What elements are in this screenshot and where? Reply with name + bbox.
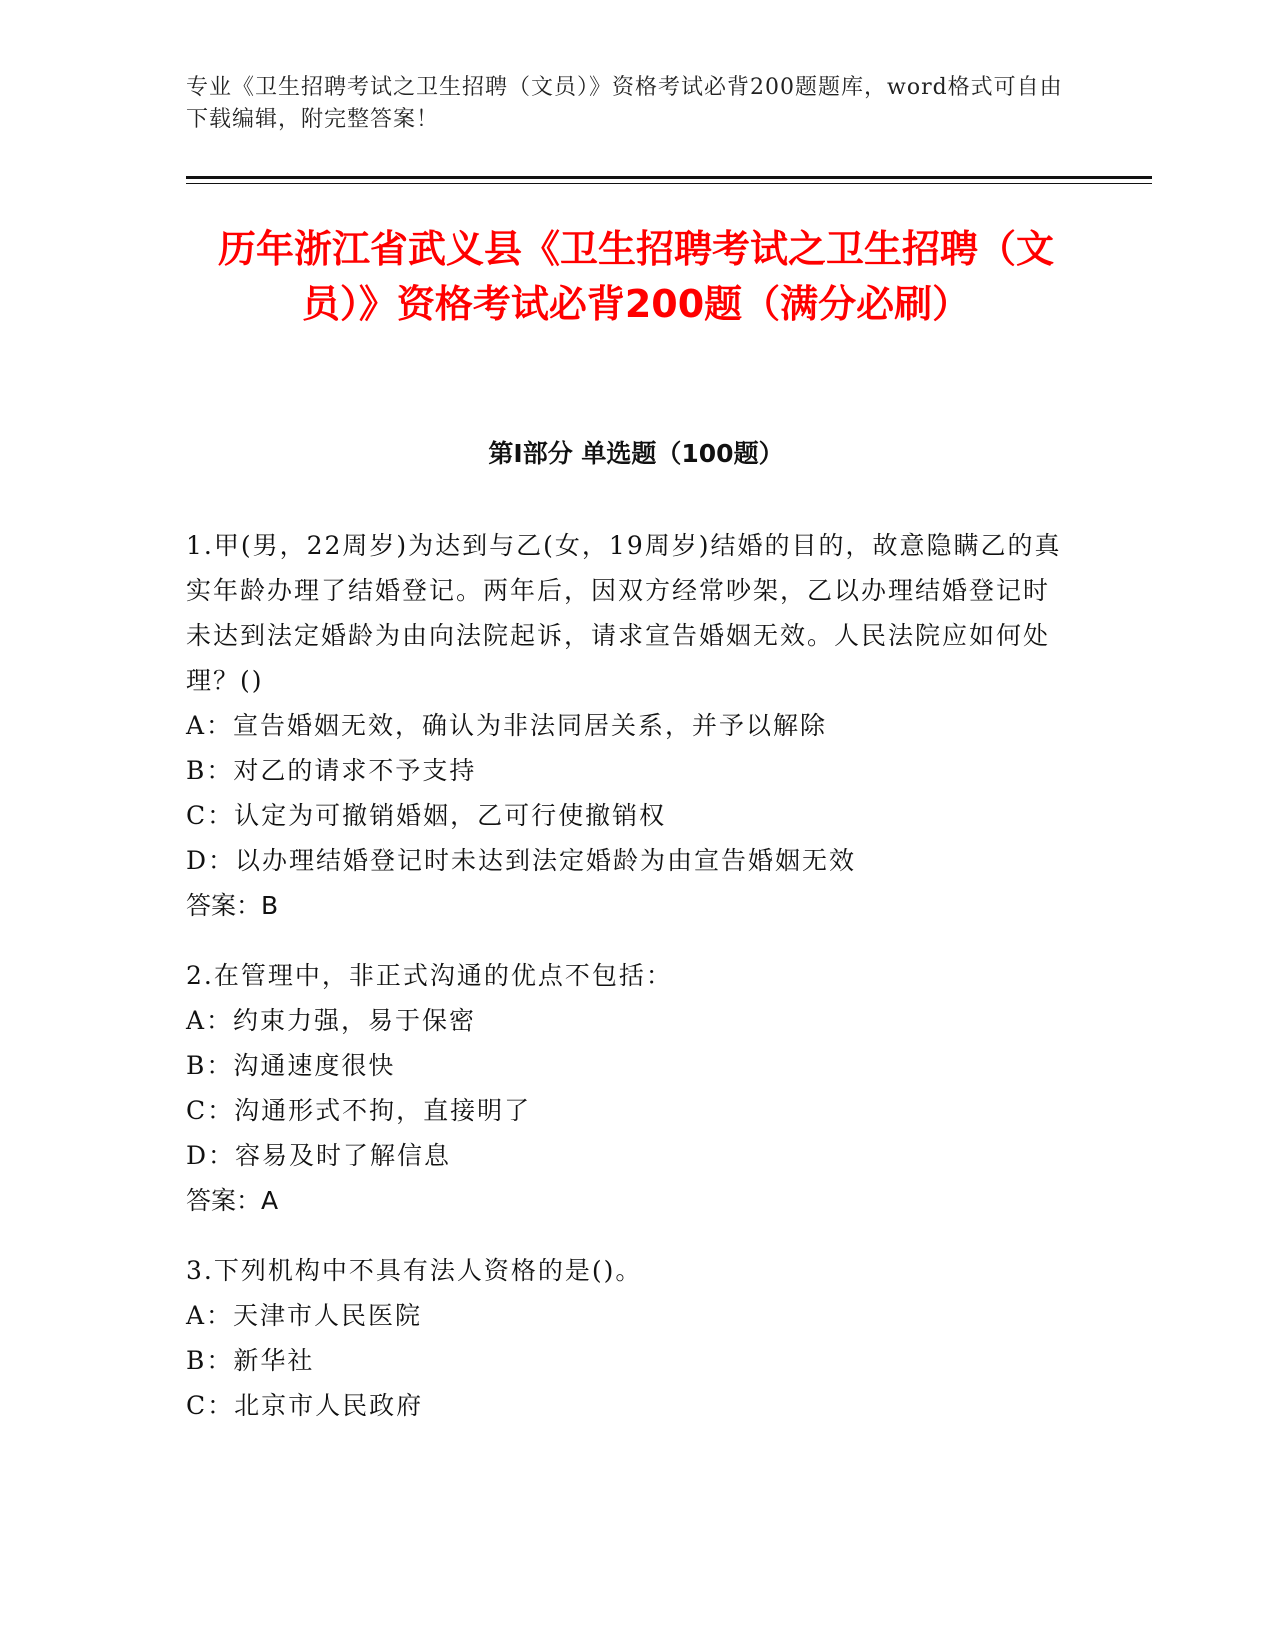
option-b: B：对乙的请求不予支持 xyxy=(186,756,477,785)
question-stem: 2.在管理中，非正式沟通的优点不包括： xyxy=(186,961,673,990)
question-1 xyxy=(186,523,1066,928)
question-list xyxy=(186,523,1066,1453)
option-a: A：约束力强，易于保密 xyxy=(186,1006,477,1035)
option-b: B：新华社 xyxy=(186,1346,315,1375)
option-d: D：以办理结婚登记时未达到法定婚龄为由宣告婚姻无效 xyxy=(186,846,857,875)
option-d: D：容易及时了解信息 xyxy=(186,1141,452,1170)
question-3 xyxy=(186,1248,1066,1428)
option-b: B：沟通速度很快 xyxy=(186,1051,396,1080)
header-note: 专业《卫生招聘考试之卫生招聘（文员）》资格考试必背200题题库，word格式可自由下载编辑，附完整答案！ xyxy=(186,75,1063,132)
question-stem: 1.甲(男，22周岁)为达到与乙(女，19周岁)结婚的目的，故意隐瞒乙的真实年龄办理了结婚登记。两年后，因双方经常吵架，乙以办理结婚登记时未达到法定婚龄为由向法院起诉，请求宣告婚姻无效。人民法院应如何处理？() xyxy=(186,531,1062,695)
question-2 xyxy=(186,953,1066,1223)
section-title: 第I部分 单选题（100题） xyxy=(488,439,784,468)
option-c: C：北京市人民政府 xyxy=(186,1391,424,1420)
header-divider-thick xyxy=(186,176,1152,179)
option-a: A：天津市人民医院 xyxy=(186,1301,423,1330)
header-divider-thin xyxy=(186,183,1152,184)
option-c: C：认定为可撤销婚姻，乙可行使撤销权 xyxy=(186,801,667,830)
answer: 答案：B xyxy=(186,891,279,920)
question-stem: 3.下列机构中不具有法人资格的是()。 xyxy=(186,1256,643,1285)
option-a: A：宣告婚姻无效，确认为非法同居关系，并予以解除 xyxy=(186,711,828,740)
document-title: 历年浙江省武义县《卫生招聘考试之卫生招聘（文员）》资格考试必背200题（满分必刷） xyxy=(217,227,1054,326)
answer: 答案：A xyxy=(186,1186,279,1215)
option-c: C：沟通形式不拘，直接明了 xyxy=(186,1096,532,1125)
